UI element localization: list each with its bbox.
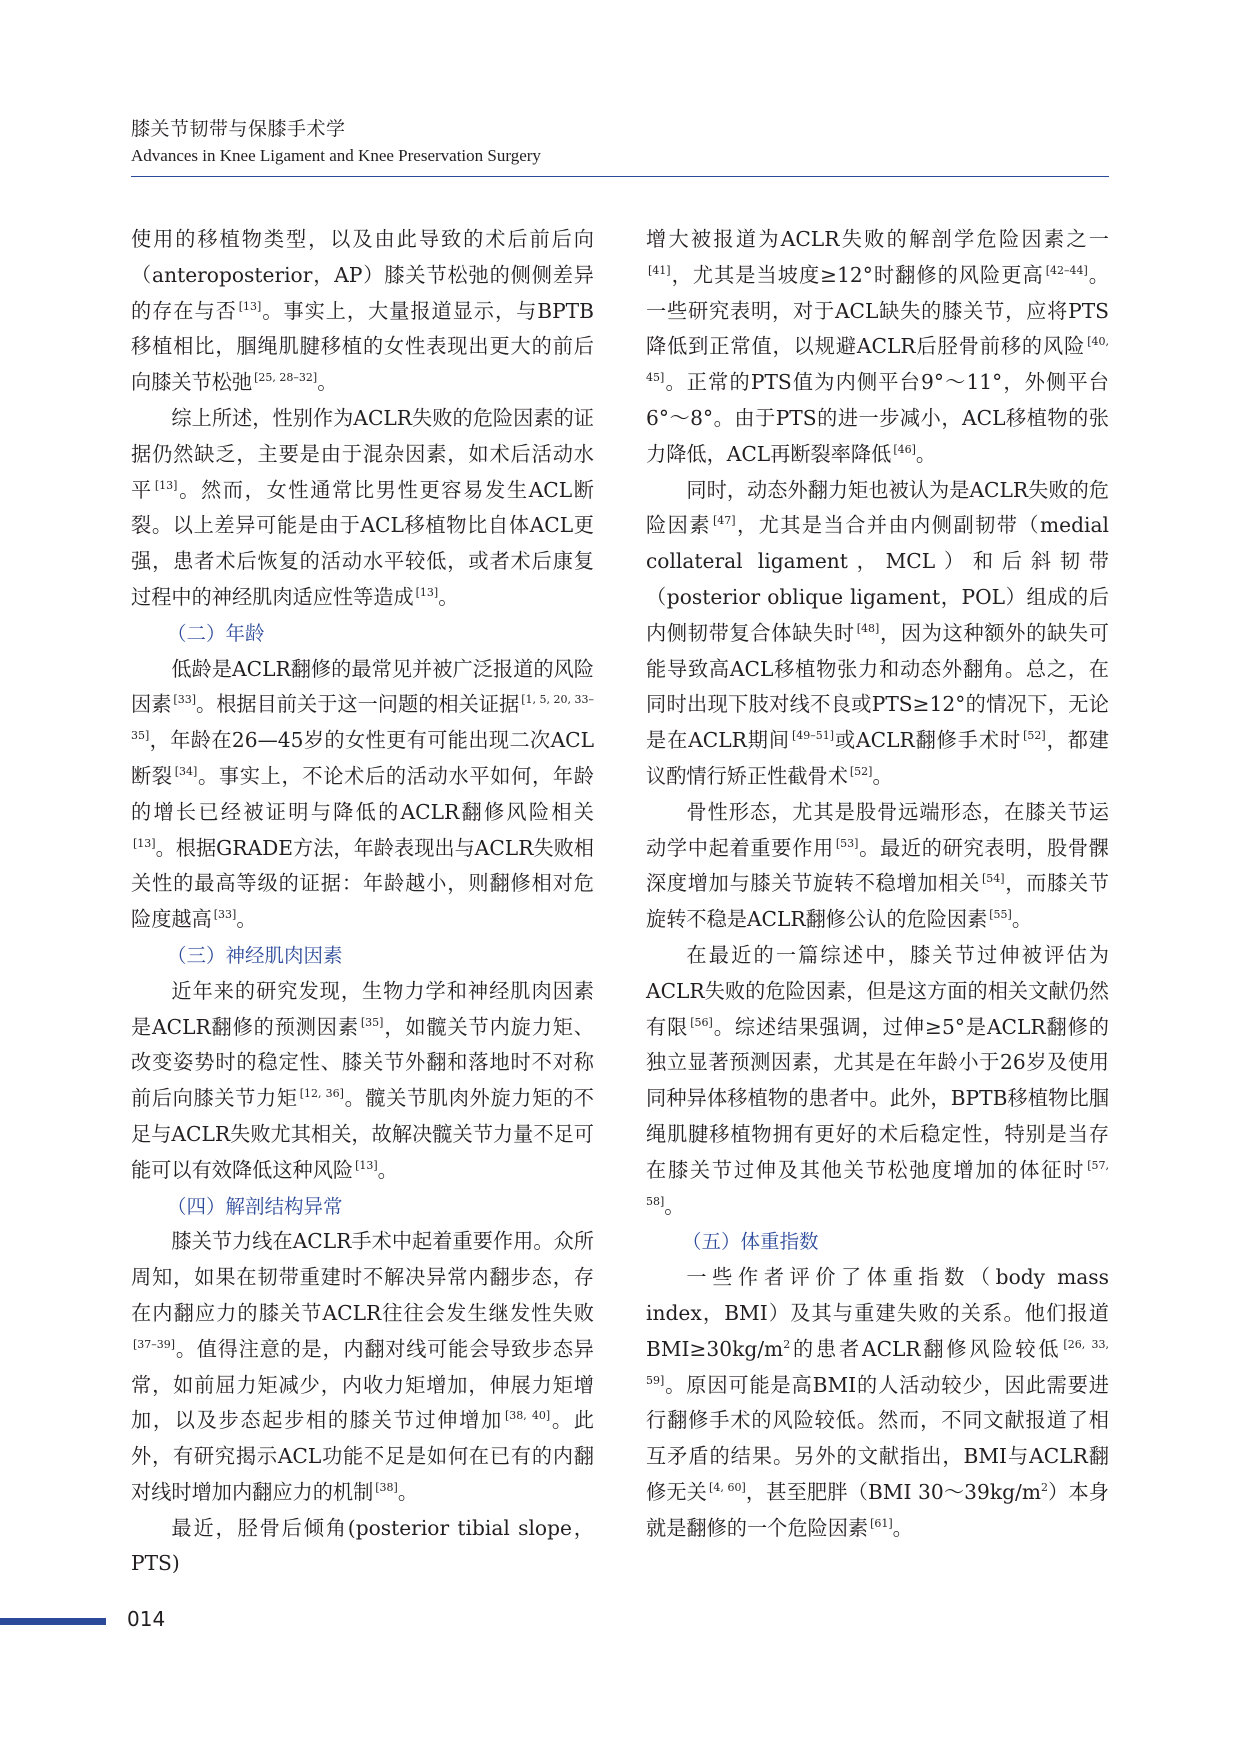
citation: [13] (238, 299, 262, 313)
citation: [13] (415, 585, 439, 599)
citation: [4, 60] (709, 1480, 746, 1494)
section-heading-age: （二）年龄 (167, 621, 265, 645)
citation: [56] (690, 1015, 713, 1029)
section-heading-neuromuscular: （三）神经肌肉因素 (167, 943, 343, 967)
citation: [13] (154, 478, 178, 492)
right-column (646, 222, 1109, 1546)
paragraph: 低龄是ACLR翻修的最常见并被广泛报道的风险因素 [33]。根据目前关于这一问题的相关证据 [1, 5, 20, 33–35]，年龄在26—45岁的女性更有可能出现二次ACL断裂 [34]。事实上，不论术后的活动水平如何，年龄的增长已经被证明与降低的ACLR翻修风险相关[13]。根据GRADE方法，年龄表现出与ACLR失败相关性的最高等级的证据：年龄越小，则翻修相对危险度越高 [33]。 (131, 656, 594, 932)
paragraph: 一些作者评价了体重指数（body mass index，BMI）及其与重建失败的关系。他们报道$BMI\ge 30kg/m^2$的患者ACLR翻修风险较低 [26, 33, 59]。原因可能是高BMI的人活动较少，因此需要进行翻修手术的风险较低。然而，不同文献报道了相互矛盾的结果。另外的文献指出，BMI与ACLR翻修无关 [4, 60]，甚至肥胖（BMI $30\sim 39kg/m^2$）本身就是翻修的一个危险因素 [61]。 (646, 1265, 1109, 1540)
citation: [35] (360, 1015, 384, 1029)
citation: [53] (835, 836, 859, 850)
paragraph: 使用的移植物类型，以及由此导致的术后前后向（anteroposterior，AP）膝关节松弛的侧侧差异的存在与否 [13]。事实上，大量报道显示，与BPTB移植相比，腘绳肌腱移植的女性表现出更大的前后向膝关节松弛 [25, 28–32]。 (131, 227, 594, 395)
superscript: 2 (1040, 1480, 1048, 1494)
citation: [41] (648, 263, 671, 277)
page-number: 014 (127, 1607, 166, 1631)
header-divider (131, 176, 1109, 177)
paragraph: 近年来的研究发现，生物力学和神经肌肉因素是ACLR翻修的预测因素 [35]，如髋关节内旋力矩、改变姿势时的稳定性、膝关节外翻和落地时不对称前后向膝关节力矩 [12, 36]。髋关节肌肉外旋力矩的不足与ACLR失败尤其相关，故解决髋关节力量不足可能可以有效降低这种风险 [13]。 (131, 978, 594, 1182)
citation: [40, 45] (646, 335, 1109, 385)
book-title-chinese: 膝关节韧带与保膝手术学 (131, 118, 346, 140)
superscript: 2 (783, 1337, 791, 1351)
citation: [34] (174, 764, 198, 778)
citation: [13] (355, 1158, 378, 1172)
citation: [49–51] (791, 729, 835, 743)
paragraph: 增大被报道为ACLR失败的解剖学危险因素之一[41]，尤其是当坡度≥12°时翻修的风险更高 [42–44]。一些研究表明，对于ACL缺失的膝关节，应将PTS降低到正常值，以规避ACLR后胫骨前移的风险 [40, 45]。正常的PTS值为内侧平台9°～11°，外侧平台6°～8°。由于PTS的进一步减小，ACL移植物的张力降低，ACL再断裂率降低 [46]。 (646, 227, 1109, 466)
citation: [12, 36] (299, 1087, 344, 1101)
citation: [13] (133, 836, 156, 850)
section-heading-anatomy: （四）解剖结构异常 (167, 1194, 343, 1218)
footer-accent-bar (0, 1618, 106, 1625)
paragraph: 骨性形态，尤其是股骨远端形态，在膝关节运动学中起着重要作用 [53]。最近的研究表明，股骨髁深度增加与膝关节旋转不稳增加相关 [54]，而膝关节旋转不稳是ACLR翻修公认的危险因素 [55]。 (646, 799, 1109, 932)
citation: [26, 33, 59] (646, 1337, 1109, 1387)
left-column (131, 222, 594, 1582)
citation: [55] (989, 908, 1012, 922)
citation: [57, 58] (646, 1158, 1109, 1208)
citation: [37–39] (133, 1337, 176, 1351)
citation: [38, 40] (504, 1409, 551, 1423)
paragraph: 同时，动态外翻力矩也被认为是ACLR失败的危险因素 [47]，尤其是当合并由内侧副韧带（medial collateral ligament，MCL）和后斜韧带（posterior oblique ligament，POL）组成的后内侧韧带复合体缺失时 [48]，因为这种额外的缺失可能导致高ACL移植物张力和动态外翻角。总之，在同时出现下肢对线不良或PTS≥12°的情况下，无论是在ACLR期间 [49–51]或ACLR翻修手术时 [52]，都建议酌情行矫正性截骨术 [52]。 (646, 477, 1109, 788)
citation: [47] (712, 514, 736, 528)
book-title-english: Advances in Knee Ligament and Knee Preservation Surgery (131, 146, 541, 165)
paragraph: 综上所述，性别作为ACLR失败的危险因素的证据仍然缺乏，主要是由于混杂因素，如术后活动水平 [13]。然而，女性通常比男性更容易发生ACL断裂。以上差异可能是由于ACL移植物比自体ACL更强，患者术后恢复的活动水平较低，或者术后康复过程中的神经肌肉适应性等造成 [13]。 (131, 405, 594, 609)
citation: [33] (173, 693, 196, 707)
citation: [46] (893, 442, 916, 456)
citation: [33] (213, 908, 237, 922)
citation: [1, 5, 20, 33–35] (131, 693, 594, 743)
citation: [42–44] (1045, 263, 1088, 277)
paragraph: 最近，胫骨后倾角(posterior tibial slope，PTS) (131, 1515, 594, 1576)
citation: [48] (856, 621, 880, 635)
citation: [61] (870, 1516, 893, 1530)
citation: [52] (1023, 729, 1046, 743)
paragraph: 膝关节力线在ACLR手术中起着重要作用。众所周知，如果在韧带重建时不解决异常内翻步态，存在内翻应力的膝关节ACLR往往会发生继发性失败[37–39]。值得注意的是，内翻对线可能会导致步态异常，如前屈力矩减少，内收力矩增加，伸展力矩增加，以及步态起步相的膝关节过伸增加 [38, 40]。此外，有研究揭示ACL功能不足是如何在已有的内翻对线时增加内翻应力的机制 [38]。 (131, 1229, 594, 1504)
citation: [54] (982, 872, 1005, 886)
citation: [25, 28–32] (254, 371, 318, 385)
citation: [38] (375, 1480, 398, 1494)
paragraph: 在最近的一篇综述中，膝关节过伸被评估为ACLR失败的危险因素，但是这方面的相关文献仍然有限 [56]。综述结果强调，过伸≥5°是ACLR翻修的独立显著预测因素，尤其是在年龄小于26岁及使用同种异体移植物的患者中。此外，BPTB移植物比腘绳肌腱移植物拥有更好的术后稳定性，特别是当存在膝关节过伸及其他关节松弛度增加的体征时 [57, 58]。 (646, 942, 1109, 1218)
citation: [52] (849, 764, 873, 778)
section-heading-bmi: （五）体重指数 (682, 1230, 819, 1254)
